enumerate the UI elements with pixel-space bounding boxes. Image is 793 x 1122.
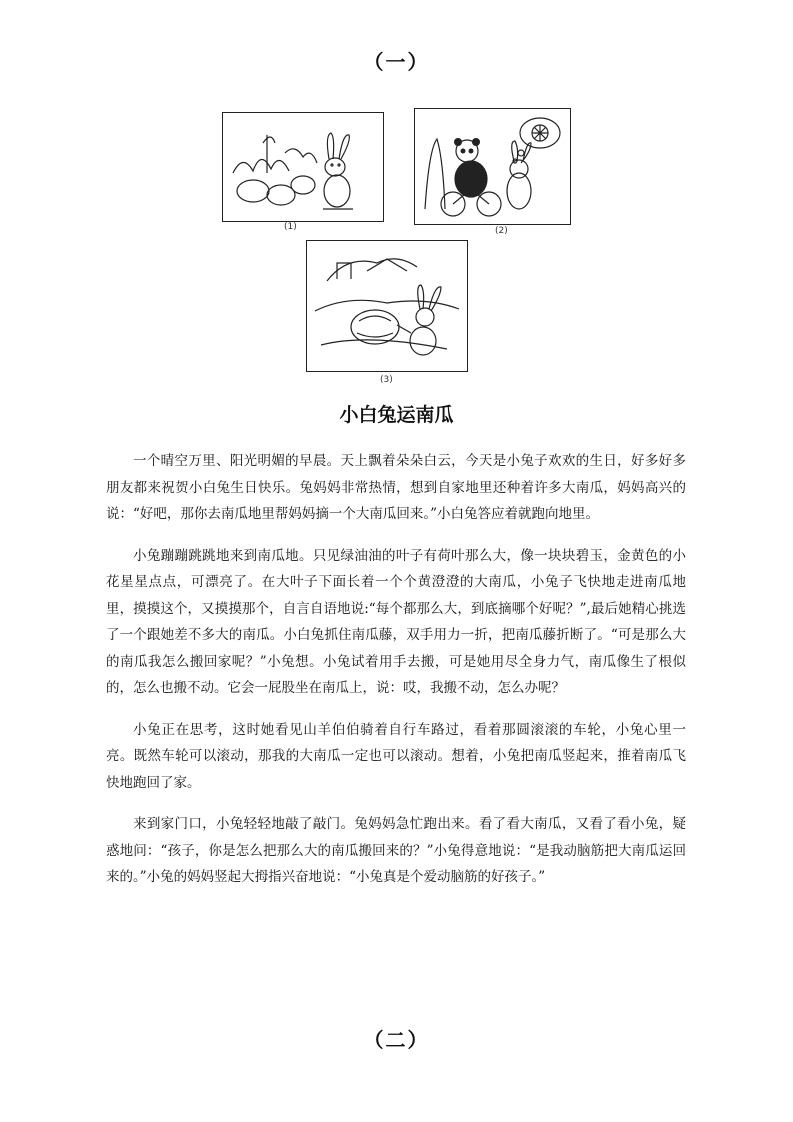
section-heading-two: （二） — [363, 1028, 430, 1052]
section-heading-one: （一） — [363, 50, 430, 74]
caption-2: (2) — [495, 226, 508, 236]
caption-1: (1) — [284, 222, 297, 232]
illustration-2 — [414, 108, 571, 225]
story-paragraph-4: 来到家门口，小兔轻轻地敲了敲门。兔妈妈急忙跑出来。看了看大南瓜，又看了看小兔，疑惑地问：“孩子，你是怎么把那么大的南瓜搬回来的？”小兔得意地说：“是我动脑筋把大南瓜运回来的。”小兔的妈妈竖起大拇指兴奋地说：“小兔真是个爱动脑筋的好孩子。” — [106, 816, 686, 885]
story-body — [106, 448, 686, 906]
story-title: 小白兔运南瓜 — [339, 404, 454, 426]
caption-3: (3) — [380, 375, 393, 385]
rabbit-rolling-pumpkin-drawing — [307, 241, 467, 371]
rabbit-pumpkin-field-drawing — [223, 113, 383, 221]
panda-bicycle-drawing — [415, 109, 570, 224]
story-paragraph-2: 小兔蹦蹦跳跳地来到南瓜地。只见绿油油的叶子有荷叶那么大，像一块块碧玉，金黄色的小花星星点点，可漂亮了。在大叶子下面长着一个个黄澄澄的大南瓜，小兔子飞快地走进南瓜地里，摸摸这个，又摸摸那个，自言自语地说:“每个都那么大，到底摘哪个好呢？”,最后她精心挑选了一个跟她差不多大的南瓜。小白兔抓住南瓜藤，双手用力一折，把南瓜藤折断了。“可是那么大的南瓜我怎么搬回家呢？”小兔想。小兔试着用手去搬，可是她用尽全身力气，南瓜像生了根似的，怎么也搬不动。它会一屁股坐在南瓜上，说：哎，我搬不动，怎么办呢？ — [106, 547, 686, 696]
story-paragraph-1: 一个晴空万里、阳光明媚的早晨。天上飘着朵朵白云，今天是小兔子欢欢的生日，好多好多朋友都来祝贺小白兔生日快乐。兔妈妈非常热情，想到自家地里还种着许多大南瓜，妈妈高兴的说：“好吧，那你去南瓜地里帮妈妈摘一个大南瓜回来。”小白兔答应着就跑向地里。 — [106, 453, 686, 522]
illustration-1 — [222, 112, 384, 222]
illustration-3 — [306, 240, 468, 372]
story-paragraph-3: 小兔正在思考，这时她看见山羊伯伯骑着自行车路过，看着那圆滚滚的车轮，小兔心里一亮。既然车轮可以滚动，那我的大南瓜一定也可以滚动。想着，小兔把南瓜竖起来，推着南瓜飞快地跑回了家。 — [106, 721, 686, 791]
